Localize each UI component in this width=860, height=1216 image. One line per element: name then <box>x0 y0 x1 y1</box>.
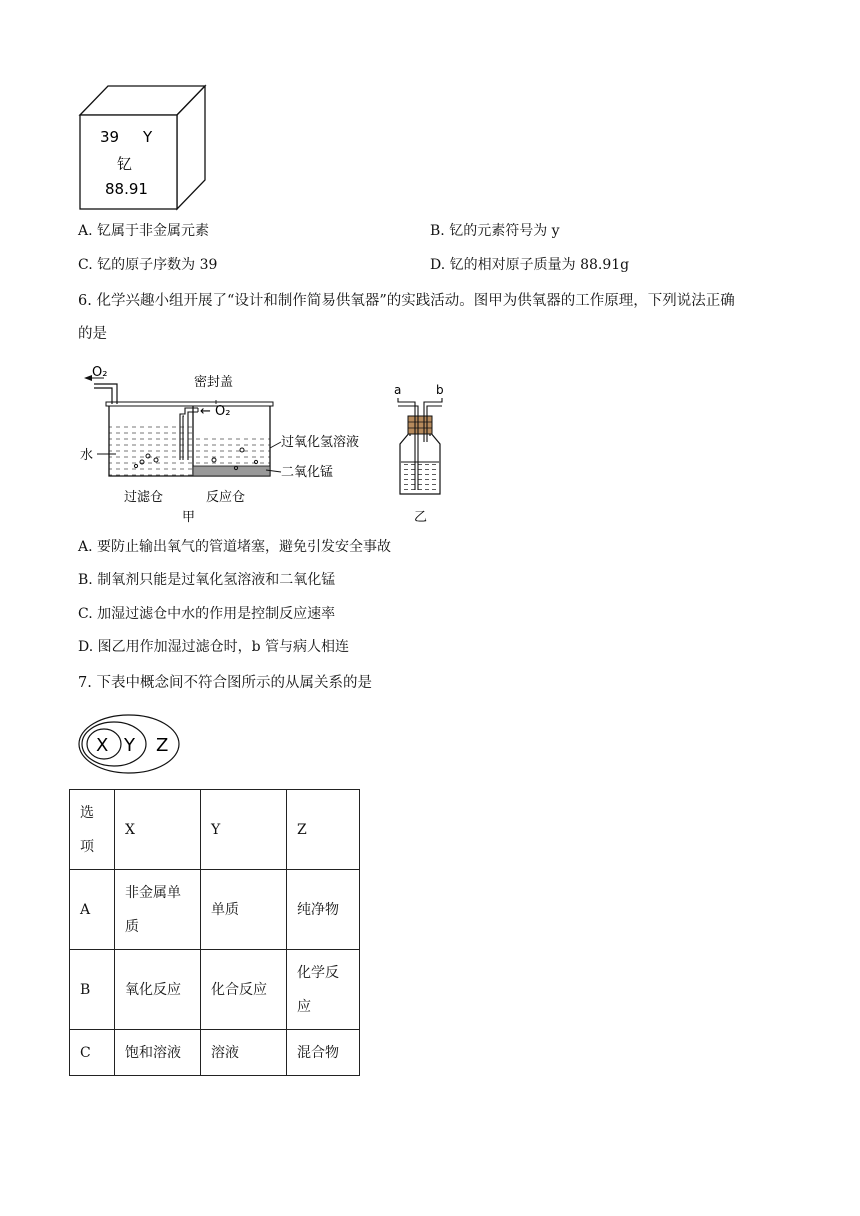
table-cell: C <box>70 1030 115 1076</box>
table-cell: 单质 <box>201 870 287 950</box>
set-x-label: X <box>96 735 109 756</box>
q7-options-table <box>69 789 360 1076</box>
table-cell: B <box>70 950 115 1030</box>
water-label: 水 <box>80 448 94 463</box>
o2-out-label: O₂ <box>92 365 108 380</box>
table-cell: 氧化反应 <box>115 950 201 1030</box>
set-z-label: Z <box>156 735 169 756</box>
sealed-lid <box>106 402 273 406</box>
figure-yi-label: 乙 <box>414 510 428 525</box>
humidifier-bottle-diagram <box>390 382 450 526</box>
atomic-mass: 88.91 <box>105 180 148 198</box>
header-cell: Y <box>201 790 287 870</box>
q5-option-b: B. 钇的元素符号为 y <box>430 223 560 239</box>
table-cell: A <box>70 870 115 950</box>
set-y-label: Y <box>124 735 135 756</box>
nested-set-diagram <box>76 712 186 776</box>
element-name: 钇 <box>117 155 133 173</box>
table-cell: 混合物 <box>287 1030 360 1076</box>
header-cell: 选项 <box>70 790 115 870</box>
header-cell: Z <box>287 790 360 870</box>
table-cell: 饱和溶液 <box>115 1030 201 1076</box>
table-cell: 化学反应 <box>287 950 360 1030</box>
table-row <box>70 870 360 950</box>
tube-a-label: a <box>394 383 402 397</box>
table-cell: 化合反应 <box>201 950 287 1030</box>
element-card <box>78 84 208 214</box>
q6-option-a: A. 要防止输出氧气的管道堵塞，避免引发安全事故 <box>78 539 392 555</box>
q6-option-d: D. 图乙用作加湿过滤仓时，b 管与病人相连 <box>78 639 350 655</box>
reaction-chamber-label: 反应仓 <box>206 490 246 505</box>
o2-in-label: ← O₂ <box>200 404 231 419</box>
table-header-row <box>70 790 360 870</box>
atomic-number: 39 <box>100 128 120 146</box>
q7-stem: 7. 下表中概念间不符合图所示的从属关系的是 <box>78 675 372 691</box>
lid-label: 密封盖 <box>194 375 234 390</box>
tube-b-label: b <box>436 383 444 397</box>
q6-stem-line2: 的是 <box>78 326 107 342</box>
oxygen-generator-diagram <box>76 364 386 526</box>
table-row <box>70 950 360 1030</box>
q6-stem-line1: 6. 化学兴趣小组开展了“设计和制作简易供氧器”的实践活动。图甲为供氧器的工作原理，下列说法正确 <box>78 293 735 309</box>
mno2-label: 二氧化锰 <box>281 465 334 480</box>
mno2-layer <box>193 466 270 476</box>
q5-option-c: C. 钇的原子序数为 39 <box>78 257 218 273</box>
figure-jia-label: 甲 <box>182 510 196 525</box>
h2o2-label: 过氧化氢溶液 <box>281 435 360 450</box>
filter-chamber-label: 过滤仓 <box>124 490 164 505</box>
stopper <box>408 416 432 434</box>
table-cell: 非金属单质 <box>115 870 201 950</box>
header-cell: X <box>115 790 201 870</box>
q6-option-b: B. 制氧剂只能是过氧化氢溶液和二氧化锰 <box>78 572 336 588</box>
q5-option-d: D. 钇的相对原子质量为 88.91g <box>430 257 630 273</box>
table-row <box>70 1030 360 1076</box>
table-cell: 溶液 <box>201 1030 287 1076</box>
element-symbol: Y <box>143 128 153 146</box>
table-cell: 纯净物 <box>287 870 360 950</box>
q5-option-a: A. 钇属于非金属元素 <box>78 223 210 239</box>
q6-option-c: C. 加湿过滤仓中水的作用是控制反应速率 <box>78 606 336 622</box>
